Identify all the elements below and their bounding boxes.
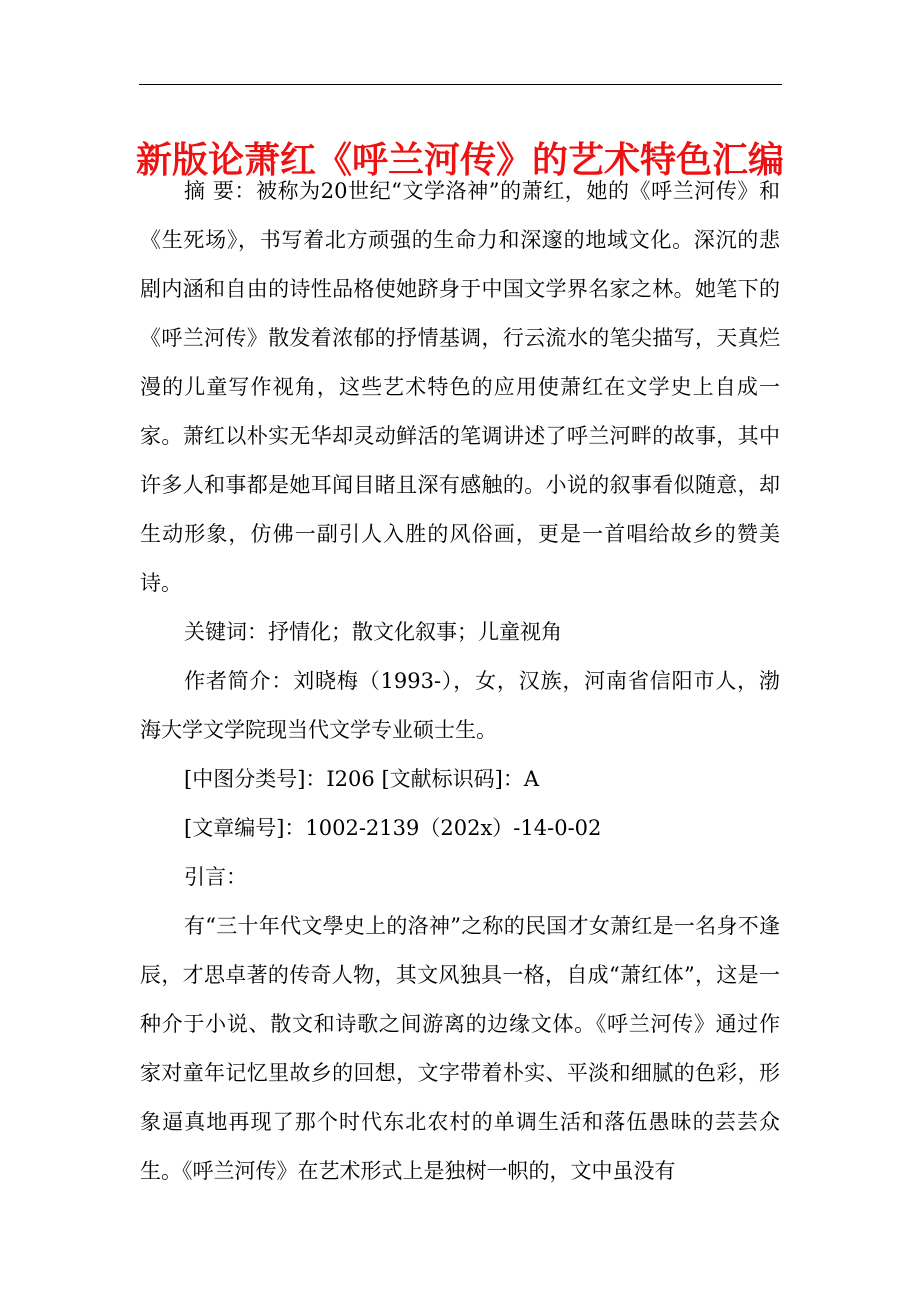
- author-bio-paragraph: 作者简介：刘晓梅（1993-），女，汉族，河南省信阳市人，渤海大学文学院现当代文学专业硕士生。: [140, 669, 780, 742]
- article-number-line: [文章编号]：1002-2139（202x）-14-0-02: [184, 816, 602, 840]
- abstract-paragraph: 摘 要：被称为20世纪“文学洛神”的萧红，她的《呼兰河传》和《生死场》，书写着北方顽强的生命力和深邃的地域文化。深沉的悲剧内涵和自由的诗性品格使她跻身于中国文学界名家之林。她笔下的《呼兰河传》散发着浓郁的抒情基调，行云流水的笔尖描写，天真烂漫的儿童写作视角，这些艺术特色的应用使萧红在文学史上自成一家。萧红以朴实无华却灵动鲜活的笔调讲述了呼兰河畔的故事，其中许多人和事都是她耳闻目睹且深有感触的。小说的叙事看似随意，却生动形象，仿佛一副引人入胜的风俗画，更是一首唱给故乡的赞美诗。: [140, 179, 780, 595]
- intro-heading: 引言：: [184, 865, 247, 889]
- keywords-line: 关键词：抒情化；散文化叙事；儿童视角: [184, 620, 562, 644]
- document-title: 新版论萧红《呼兰河传》的艺术特色汇编: [135, 139, 784, 182]
- header-rule: [139, 84, 782, 85]
- classification-line: [中图分类号]：I206 [文献标识码]：A: [184, 767, 539, 791]
- document-body: [140, 167, 780, 1196]
- intro-paragraph: 有“三十年代文學史上的洛神”之称的民国才女萧红是一名身不逢辰，才思卓著的传奇人物，其文风独具一格，自成“萧红体”，这是一种介于小说、散文和诗歌之间游离的边缘文体。《呼兰河传》通过作家对童年记忆里故乡的回想，文字带着朴实、平淡和细腻的色彩，形象逼真地再现了那个时代东北农村的单调生活和落伍愚昧的芸芸众生。《呼兰河传》在艺术形式上是独树一帜的，文中虽没有: [140, 914, 780, 1183]
